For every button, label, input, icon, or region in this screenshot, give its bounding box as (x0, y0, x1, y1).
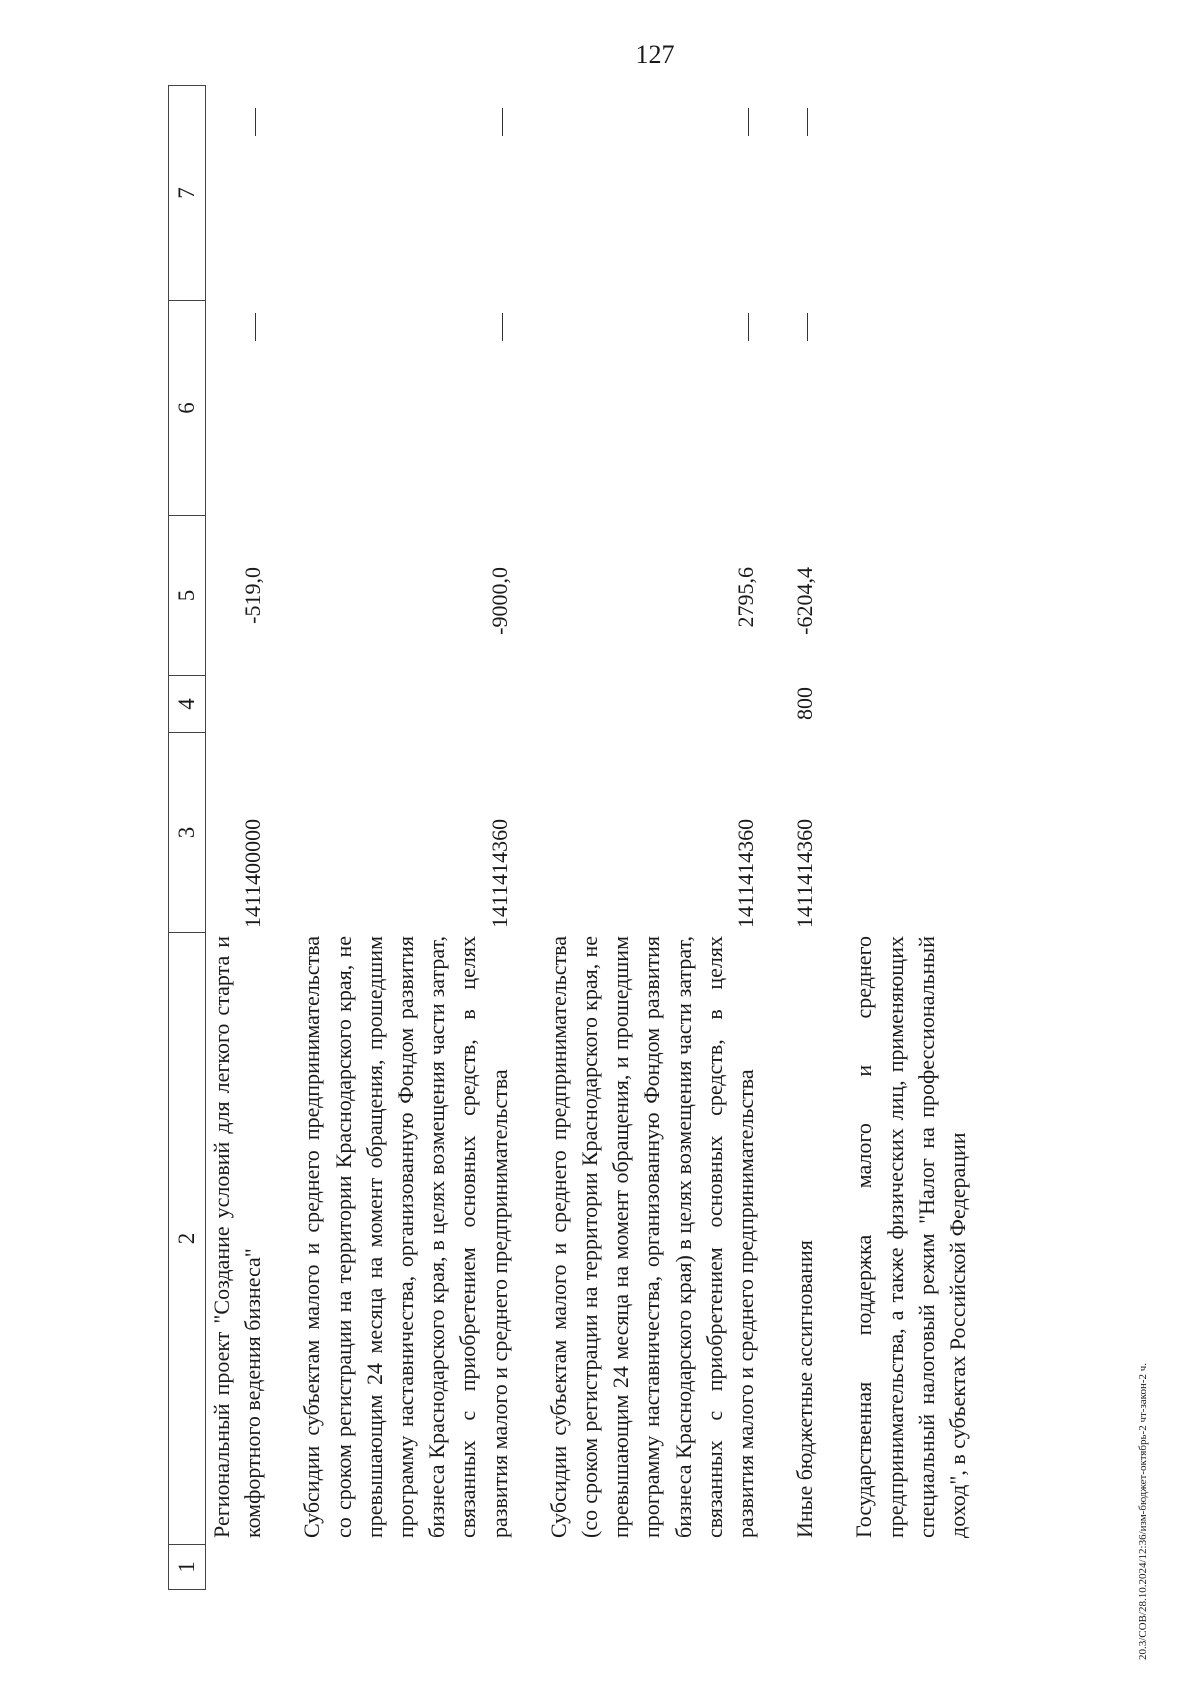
table-row-index (789, 1544, 848, 1590)
page-number: 127 (635, 40, 675, 69)
table-row-amount: -6204,4 (792, 567, 818, 635)
table-row-col6-dash (206, 300, 296, 515)
rotated-budget-table (168, 85, 1068, 1590)
table-row-type (296, 675, 542, 732)
table-row-type (848, 675, 973, 732)
table-row-index (543, 1544, 789, 1590)
table-row-code (848, 732, 973, 932)
table-row-description: Иные бюджетные ассигнования (792, 1240, 818, 1538)
table-row-col6-dash (543, 300, 789, 515)
table-row-col6-dash (296, 300, 542, 515)
table-row-index (848, 1544, 973, 1590)
table-row-amount: 2795,6 (733, 567, 759, 628)
table-row-continued (848, 85, 973, 1590)
header-col-2: 2 (168, 932, 206, 1544)
header-col-4: 4 (168, 675, 206, 732)
table-row-col7-dash (789, 85, 848, 300)
header-col-7: 7 (168, 85, 206, 300)
table-row-type (206, 675, 296, 732)
header-col-1: 1 (168, 1544, 206, 1590)
table-row-description: Государственная поддержка малого и среднего предпринимательства, а также физических лиц, применяющих специальный налоговый режим "Налог на профессиональный доход", в субъектах Российской Федерации (851, 936, 971, 1538)
table-row-col7-dash (296, 85, 542, 300)
table-row-type (543, 675, 789, 732)
table-row-code: 1411414360 (733, 818, 759, 928)
table-row-amount: -519,0 (240, 567, 266, 624)
document-footer-code: 20.3/СОВ/28.10.2024/12:36/изм-бюджет-октябрь-2 чт-закон-2 ч. (1137, 1362, 1149, 1660)
table-row-col7-dash (543, 85, 789, 300)
table-row-description: Субсидии субъектам малого и среднего предпринимательства (со сроком регистрации на территории Краснодарского края, не превышающим 24 месяца на момент обращения, и прошедшим программу наставничества, организованную Фондом развития бизнеса Краснодарского края) в целях возмещения части затрат, связанных с приобретением основных средств, в целях развития малого и среднего предпринимательства (545, 936, 759, 1538)
table-row-amount (848, 515, 973, 675)
budget-table (168, 85, 848, 1590)
table-row-col7 (848, 85, 973, 300)
table-row-type: 800 (792, 687, 818, 720)
header-col-6: 6 (168, 300, 206, 515)
table-row-col6 (848, 300, 973, 515)
table-row-col6-dash (789, 300, 848, 515)
table-row-amount: -9000,0 (486, 567, 512, 635)
table-row-description: Субсидии субъектам малого и среднего предпринимательства со сроком регистрации на территории Краснодарского края, не превышающим 24 месяца на момент обращения, прошедшим программу наставничества, организованную Фондом развития бизнеса Краснодарского края, в целях возмещения части затрат, связанных с приобретением основных средств, в целях развития малого и среднего предпринимательства (299, 936, 512, 1538)
table-row-description: Региональный проект "Создание условий для легкого старта и комфортного ведения бизнеса" (209, 936, 266, 1538)
header-col-5: 5 (168, 515, 206, 675)
table-row-code: 1411414360 (486, 818, 512, 928)
table-row-index (296, 1544, 542, 1590)
table-row-col7-dash (206, 85, 296, 300)
table-row-index (206, 1544, 296, 1590)
table-row-code: 1411400000 (240, 818, 266, 928)
header-col-3: 3 (168, 732, 206, 932)
table-row-code: 1411414360 (792, 818, 818, 928)
